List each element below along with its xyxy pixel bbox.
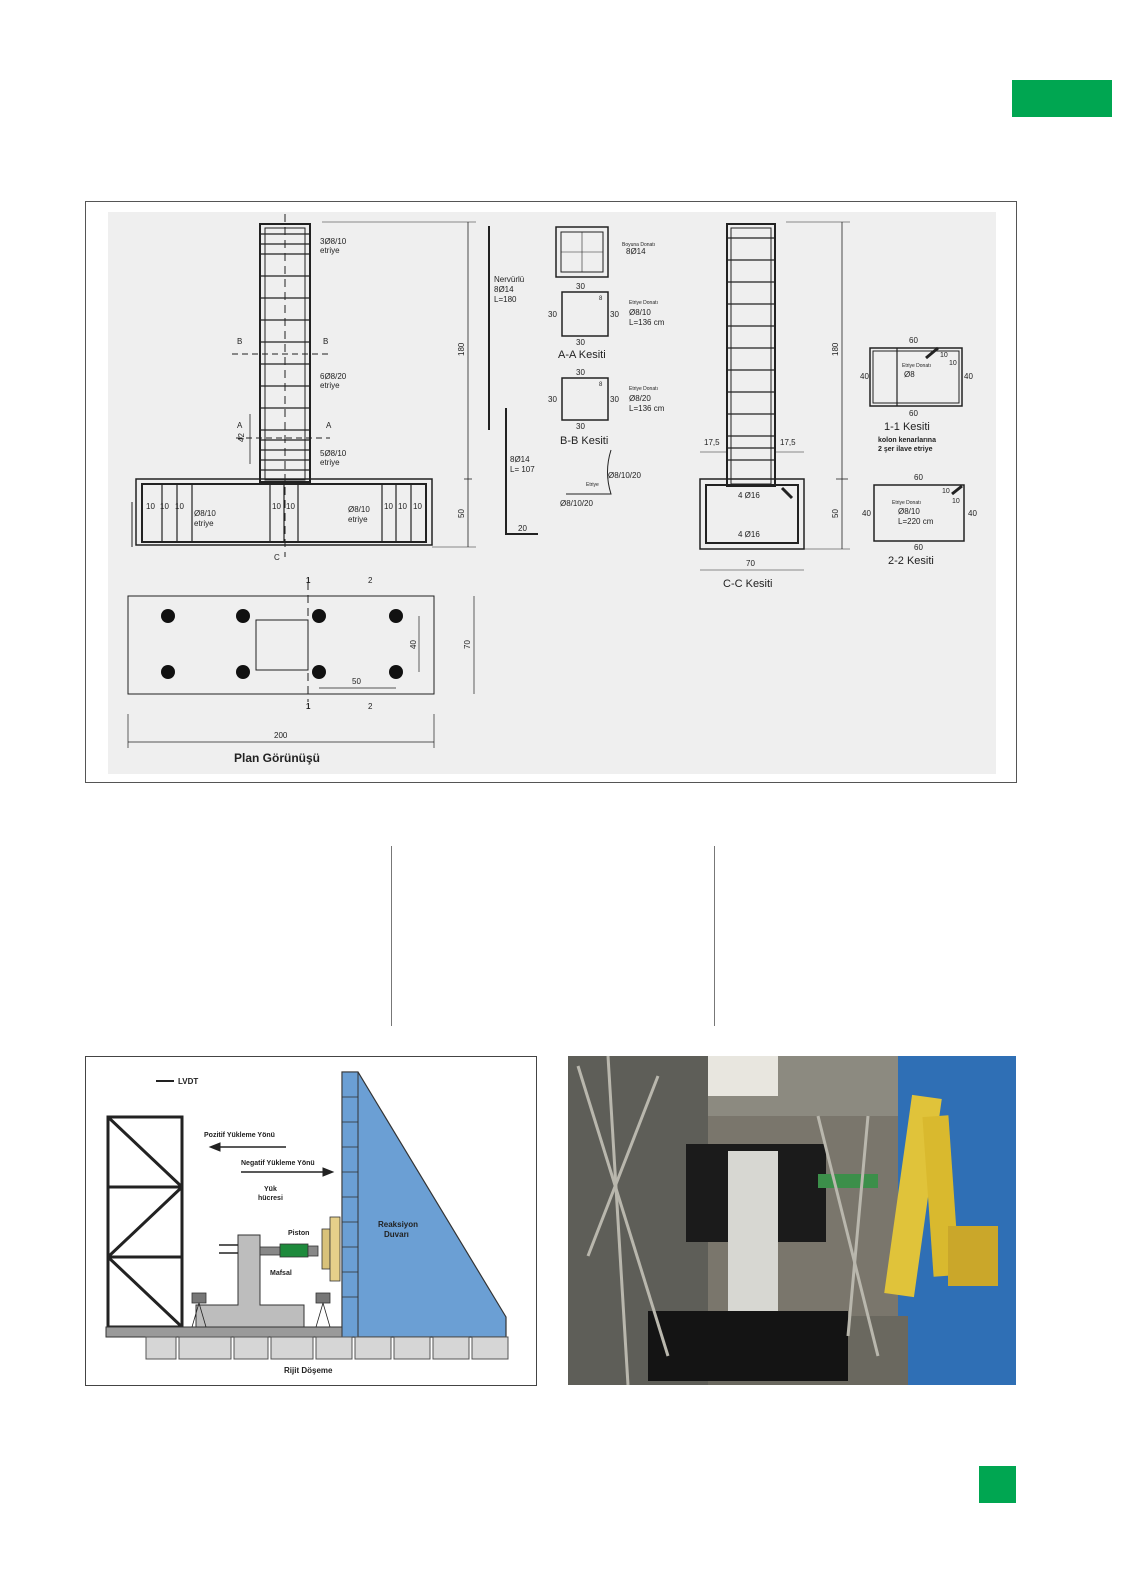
load-cell-label: hücresi bbox=[258, 1195, 283, 1202]
hook-note: Etriye bbox=[586, 482, 599, 488]
s11-note-2: 2 şer ilave etriye bbox=[878, 446, 933, 453]
drawing-canvas bbox=[86, 202, 1016, 782]
etriye-label: etriye bbox=[320, 458, 340, 467]
accent-tab-bottom bbox=[979, 1466, 1016, 1503]
section-mark-b: B bbox=[237, 337, 243, 346]
plan-dim-70: 70 bbox=[463, 640, 472, 649]
bb-note: Etriye Donatı bbox=[629, 386, 658, 392]
s11-dim-top: 60 bbox=[909, 336, 918, 345]
photo-canvas bbox=[568, 1056, 1016, 1385]
dim-50: 50 bbox=[457, 509, 466, 518]
dim-10: 10 bbox=[160, 502, 169, 511]
section-mark-b: B bbox=[323, 337, 329, 346]
plan-dim-40: 40 bbox=[409, 640, 418, 649]
cc-dim-180: 180 bbox=[831, 342, 840, 356]
lvdt-label: LVDT bbox=[178, 1077, 199, 1086]
bar2-count: 8Ø14 bbox=[510, 455, 530, 464]
plan-mark-1: 1 bbox=[306, 702, 311, 711]
bb-title: B-B Kesiti bbox=[560, 435, 609, 447]
cc-bars-bottom: 4 Ø16 bbox=[738, 530, 760, 539]
plan-mark-2: 2 bbox=[368, 576, 373, 585]
base-right-label: Ø8/10 bbox=[348, 505, 370, 514]
dim-10: 10 bbox=[272, 502, 281, 511]
aa-length: L=136 cm bbox=[629, 318, 665, 327]
bar1-name: Nervürlü bbox=[494, 275, 525, 284]
s22-title: 2-2 Kesiti bbox=[888, 555, 934, 567]
dim-10: 10 bbox=[286, 502, 295, 511]
plan-dim-50: 50 bbox=[352, 677, 361, 686]
wall-label: Reaksiyon bbox=[378, 1220, 419, 1229]
s22-note-label: Etriye Donatı bbox=[892, 500, 921, 506]
s22-value: Ø8/10 bbox=[898, 507, 920, 516]
plan-mark-2: 2 bbox=[368, 702, 373, 711]
plan-title: Plan Görünüşü bbox=[234, 751, 321, 765]
stirrup-mid-label: 6Ø8/20 bbox=[320, 372, 347, 381]
s22-dim-bottom: 60 bbox=[914, 543, 923, 552]
setup-canvas bbox=[86, 1057, 536, 1385]
wall-label: Duvarı bbox=[384, 1230, 409, 1239]
dim-10: 10 bbox=[413, 502, 422, 511]
cc-dim-left: 17,5 bbox=[704, 438, 720, 447]
bar1-count: 8Ø14 bbox=[494, 285, 514, 294]
top-section-note: Boyuna Donatı bbox=[622, 242, 656, 248]
test-setup-diagram bbox=[85, 1056, 537, 1386]
hook-label-b: Ø8/10/20 bbox=[560, 499, 593, 508]
cc-dim-50: 50 bbox=[831, 509, 840, 518]
dim-10: 10 bbox=[175, 502, 184, 511]
cc-bars-top: 4 Ø16 bbox=[738, 491, 760, 500]
bb-dim-right: 30 bbox=[610, 395, 619, 404]
s11-dim-bottom: 60 bbox=[909, 409, 918, 418]
stirrup-bot-label: 5Ø8/10 bbox=[320, 449, 347, 458]
dim-180: 180 bbox=[457, 342, 466, 356]
hook-label-a: Ø8/10/20 bbox=[608, 471, 641, 480]
base-left-label: Ø8/10 bbox=[194, 509, 216, 518]
etriye-label: etriye bbox=[320, 381, 340, 390]
cc-dim-right: 17,5 bbox=[780, 438, 796, 447]
aa-dim-right: 30 bbox=[610, 310, 619, 319]
section-mark-a: A bbox=[326, 421, 332, 430]
hinge-label: Mafsal bbox=[270, 1270, 292, 1277]
bb-dim-left: 30 bbox=[548, 395, 557, 404]
accent-tab-top bbox=[1012, 80, 1112, 117]
aa-note: Etriye Donatı bbox=[629, 300, 658, 306]
lab-photo bbox=[568, 1056, 1016, 1385]
plan-mark-1: 1 bbox=[306, 576, 311, 585]
s22-dim-right: 40 bbox=[968, 509, 977, 518]
s11-dim-10: 10 bbox=[940, 352, 948, 359]
etriye-label: etriye bbox=[194, 519, 214, 528]
column-divider bbox=[391, 846, 392, 1026]
piston-label: Piston bbox=[288, 1230, 310, 1237]
bar2-dim: 20 bbox=[518, 524, 527, 533]
reinforcement-drawing bbox=[85, 201, 1017, 783]
s11-note-1: kolon kenarlarına bbox=[878, 437, 936, 444]
top-section-value: 8Ø14 bbox=[626, 247, 646, 256]
s22-length: L=220 cm bbox=[898, 517, 934, 526]
bb-dim-top: 30 bbox=[576, 368, 585, 377]
bb-dim-bottom: 30 bbox=[576, 422, 585, 431]
aa-value: Ø8/10 bbox=[629, 308, 651, 317]
positive-load-label: Pozitif Yükleme Yönü bbox=[204, 1132, 275, 1139]
dim-42: 42 bbox=[237, 433, 246, 442]
bb-length: L=136 cm bbox=[629, 404, 665, 413]
plan-dim-200: 200 bbox=[274, 731, 288, 740]
floor-label: Rijit Döşeme bbox=[284, 1366, 333, 1375]
s11-dim-left: 40 bbox=[860, 372, 869, 381]
dim-10: 10 bbox=[384, 502, 393, 511]
aa-dim-bottom: 30 bbox=[576, 338, 585, 347]
aa-dim-left: 30 bbox=[548, 310, 557, 319]
cc-dim-70: 70 bbox=[746, 559, 755, 568]
bar2-length: L= 107 bbox=[510, 465, 535, 474]
load-cell-label: Yük bbox=[264, 1186, 277, 1193]
bar1-length: L=180 bbox=[494, 295, 517, 304]
s11-title: 1-1 Kesiti bbox=[884, 421, 930, 433]
negative-load-label: Negatif Yükleme Yönü bbox=[241, 1160, 315, 1167]
aa-dim-8: 8 bbox=[599, 296, 603, 302]
cc-title: C-C Kesiti bbox=[723, 578, 773, 590]
s11-value: Ø8 bbox=[904, 370, 915, 379]
stirrup-top-label: 3Ø8/10 bbox=[320, 237, 347, 246]
bb-dim-8: 8 bbox=[599, 382, 603, 388]
s11-dim-right: 40 bbox=[964, 372, 973, 381]
s22-dim-top: 60 bbox=[914, 473, 923, 482]
bb-value: Ø8/20 bbox=[629, 394, 651, 403]
s22-dim-10: 10 bbox=[952, 498, 960, 505]
column-divider bbox=[714, 846, 715, 1026]
s22-dim-10: 10 bbox=[942, 488, 950, 495]
s22-dim-left: 40 bbox=[862, 509, 871, 518]
etriye-label: etriye bbox=[320, 246, 340, 255]
section-mark-c: C bbox=[274, 553, 280, 562]
dim-10: 10 bbox=[398, 502, 407, 511]
dim-10: 10 bbox=[146, 502, 155, 511]
aa-dim-top: 30 bbox=[576, 282, 585, 291]
s11-note-label: Etriye Donatı bbox=[902, 363, 931, 369]
aa-title: A-A Kesiti bbox=[558, 349, 606, 361]
section-mark-a: A bbox=[237, 421, 243, 430]
s11-dim-10: 10 bbox=[949, 360, 957, 367]
etriye-label: etriye bbox=[348, 515, 368, 524]
